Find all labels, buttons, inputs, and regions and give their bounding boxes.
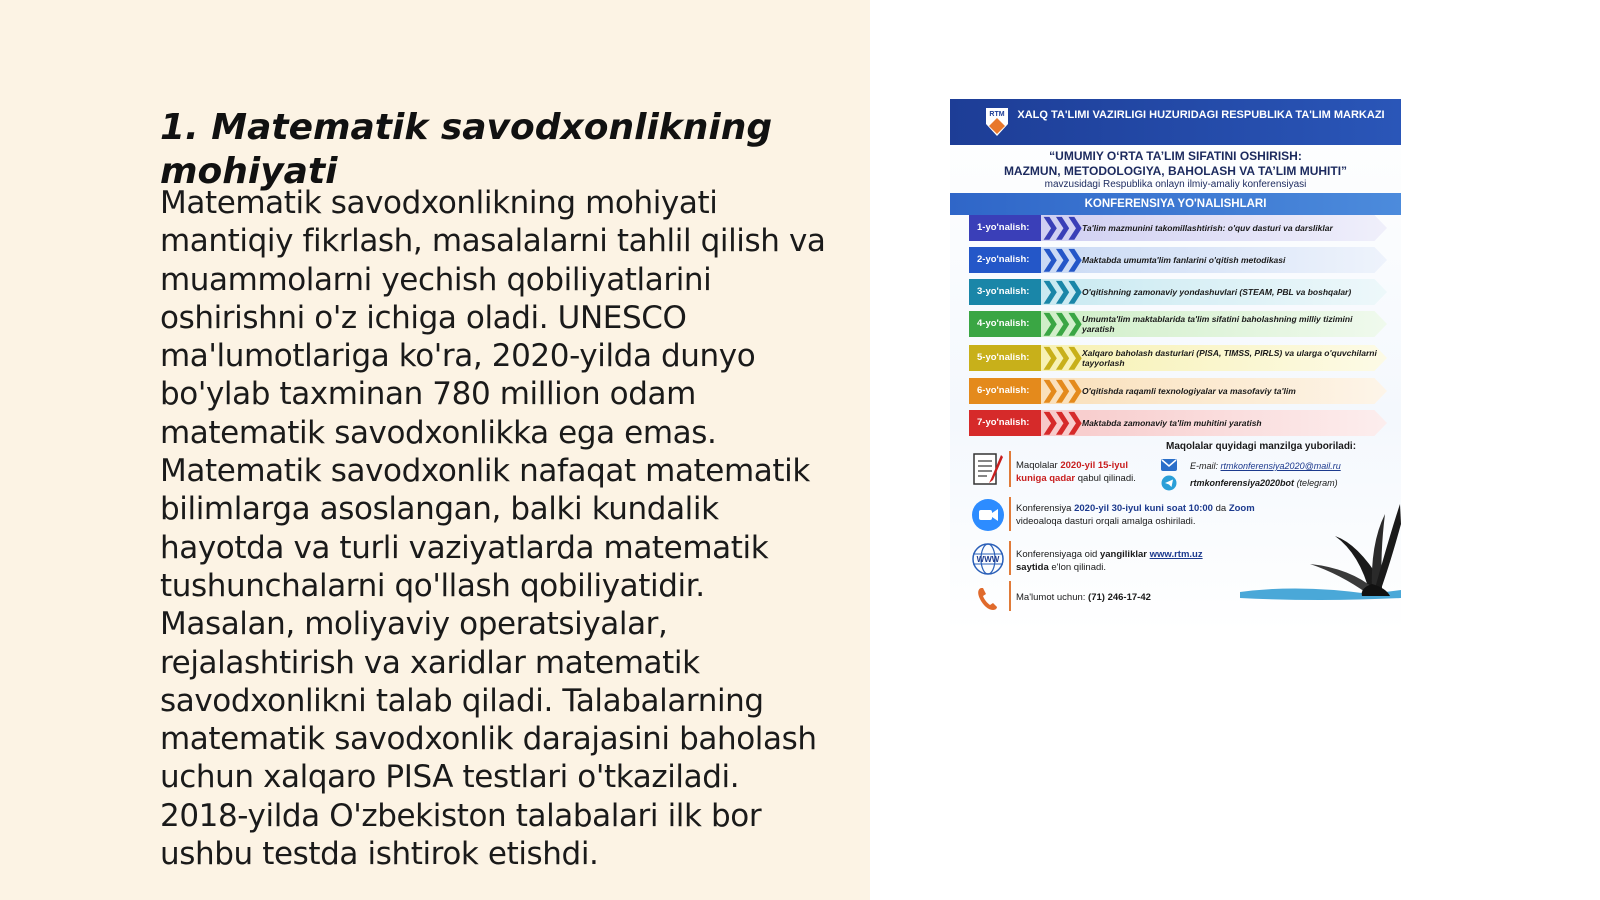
separator (1009, 451, 1011, 487)
direction-text: Umumta'lim maktablarida ta'lim sifatini baholashning milliy tizimini yaratish (1082, 314, 1353, 334)
telegram-icon (1160, 474, 1178, 492)
telegram-bot[interactable]: rtmkonferensiya2020bot (1190, 478, 1295, 488)
direction-row (969, 311, 1387, 337)
conf-post-text: videoaloqa dasturi orqali amalga oshiriladi. (1016, 516, 1196, 527)
slide-title: 1. Matematik savodxonlikning mohiyati (160, 107, 773, 192)
www-icon-text: WWW (976, 555, 1000, 564)
email-link[interactable]: rtmkonferensiya2020@mail.ru (1220, 461, 1341, 471)
direction-text: Xalqaro baholash dasturlari (PISA, TIMSS, PIRLS) va ularga o'quvchilarni tayyorlash (1082, 348, 1377, 368)
directions-header: KONFERENSIYA YO'NALISHLARI (950, 193, 1401, 215)
slide-body: Matematik savodxonlikning mohiyati mantiqiy fikrlash, masalalarni tahlil qilish va muammolarni yechish qobiliyatlarini oshirishni o'z ichiga oladi. UNESCO ma'lumotlariga ko'ra, 2020-yilda dunyo bo'ylab taxminan 780 million odam matematik savodxonlikka ega emas. Matematik savodxonlik nafaqat matematik bilimlarga asoslangan, balki kundalik hayotda va turli vaziyatlarda matematik tushunchalarni qo'llash qobiliyatidir. Masalan, moliyaviy operatsiyalar, rejalashtirish va xaridlar matematik savodxonlikni talab qiladi. Talabalarning matematik savodxonlik darajasini baholash uchun xalqaro PISA testlari o'tkaziladi. 2018-yilda O'zbekiston talabalari ilk bor ushbu testda ishtirok etishdi. (160, 185, 826, 873)
direction-text: Maktabda umumta'lim fanlarini o'qitish metodikasi (1082, 255, 1286, 265)
website-link[interactable]: www.rtm.uz (1149, 549, 1203, 560)
conf-zoom: Zoom (1228, 503, 1255, 514)
conf-pre-text: Konferensiya (1016, 503, 1072, 514)
direction-label: 3-yo'nalish: (969, 279, 1041, 305)
direction-text: Maktabda zamonaviy ta'lim muhitini yaratish (1082, 418, 1262, 428)
conference-title-line-1: “UMUMIY O‘RTA TA’LIM SIFATINI OSHIRISH: (1049, 149, 1302, 163)
direction-text: O'qitishning zamonaviy yondashuvlari (STEAM, PBL va boshqalar) (1082, 287, 1352, 297)
chevron-right-icon: ❯❯❯ (1041, 344, 1079, 369)
chevron-right-icon: ❯❯❯ (1041, 409, 1079, 434)
separator (1009, 541, 1011, 575)
email-line (1190, 460, 1400, 473)
articles-pre-text: Maqolalar (1016, 460, 1058, 471)
news-site-word: saytida (1016, 562, 1049, 573)
chevron-right-icon: ❯❯❯ (1041, 214, 1079, 239)
direction-label: 4-yo'nalish: (969, 311, 1041, 337)
send-header: Maqolalar quyidagi manzilga yuboriladi: (1166, 441, 1357, 452)
poster-header (950, 99, 1401, 145)
globe-www-icon (970, 541, 1006, 577)
conference-title-line-2: MAZMUN, METODOLOGIYA, BAHOLASH VA TA’LIM MUHITI” (1003, 164, 1348, 178)
direction-row (969, 345, 1387, 371)
phone-number: (71) 246-17-42 (1088, 592, 1151, 603)
phone-icon (970, 581, 1006, 617)
direction-text: Ta'lim mazmunini takomillashtirish: o'quv dasturi va darsliklar (1082, 223, 1333, 233)
phone-label: Ma'lumot uchun: (1016, 592, 1086, 603)
articles-deadline (1016, 459, 1156, 485)
news-pre-text: Konferensiyaga oid (1016, 549, 1098, 560)
video-camera-icon (970, 497, 1006, 533)
direction-text: O'qitishda raqamli texnologiyalar va masofaviy ta'lim (1082, 386, 1296, 396)
direction-label: 7-yo'nalish: (969, 410, 1041, 436)
separator (1009, 581, 1011, 611)
telegram-label: (telegram) (1296, 478, 1338, 488)
direction-row (969, 279, 1387, 305)
chevron-right-icon: ❯❯❯ (1041, 278, 1079, 303)
email-icon (1160, 456, 1178, 474)
news-bold-text: yangiliklar (1099, 549, 1147, 560)
direction-label: 6-yo'nalish: (969, 378, 1041, 404)
direction-label: 1-yo'nalish: (969, 215, 1041, 241)
chevron-right-icon: ❯❯❯ (1041, 310, 1079, 335)
direction-label: 5-yo'nalish: (969, 345, 1041, 371)
conf-mid-text: da (1215, 503, 1227, 514)
conference-subtitle: mavzusidagi Respublika onlayn ilmiy-amaliy konferensiyasi (1044, 179, 1307, 190)
open-book-illustration (1240, 484, 1401, 604)
direction-label: 2-yo'nalish: (969, 247, 1041, 273)
chevron-right-icon: ❯❯❯ (1041, 246, 1079, 271)
direction-row (969, 378, 1387, 404)
conference-poster (950, 99, 1401, 632)
document-icon (970, 451, 1006, 487)
phone-info (1016, 591, 1236, 604)
separator (1009, 497, 1011, 531)
rtm-logo-icon (984, 106, 1010, 138)
articles-date: 2020-yil 15-iyul kuniga qadar (1016, 460, 1128, 484)
conference-date-info (1016, 502, 1276, 528)
conf-date: 2020-yil 30-iyul kuni soat 10:00 (1074, 503, 1213, 514)
direction-row (969, 215, 1387, 241)
direction-row (969, 410, 1387, 436)
organization-name: XALQ TA'LIMI VAZIRLIGI HUZURIDAGI RESPUBLIKA TA'LIM MARKAZI (1017, 109, 1385, 121)
chevron-right-icon: ❯❯❯ (1041, 377, 1079, 402)
email-label: E-mail: (1190, 461, 1219, 471)
direction-row (969, 247, 1387, 273)
articles-post-text: qabul qilinadi. (1077, 473, 1136, 484)
news-info (1016, 548, 1206, 574)
conference-title (960, 149, 1391, 179)
news-post-text: e'lon qilinadi. (1051, 562, 1107, 573)
rtm-logo-text: RTM (989, 111, 1005, 118)
